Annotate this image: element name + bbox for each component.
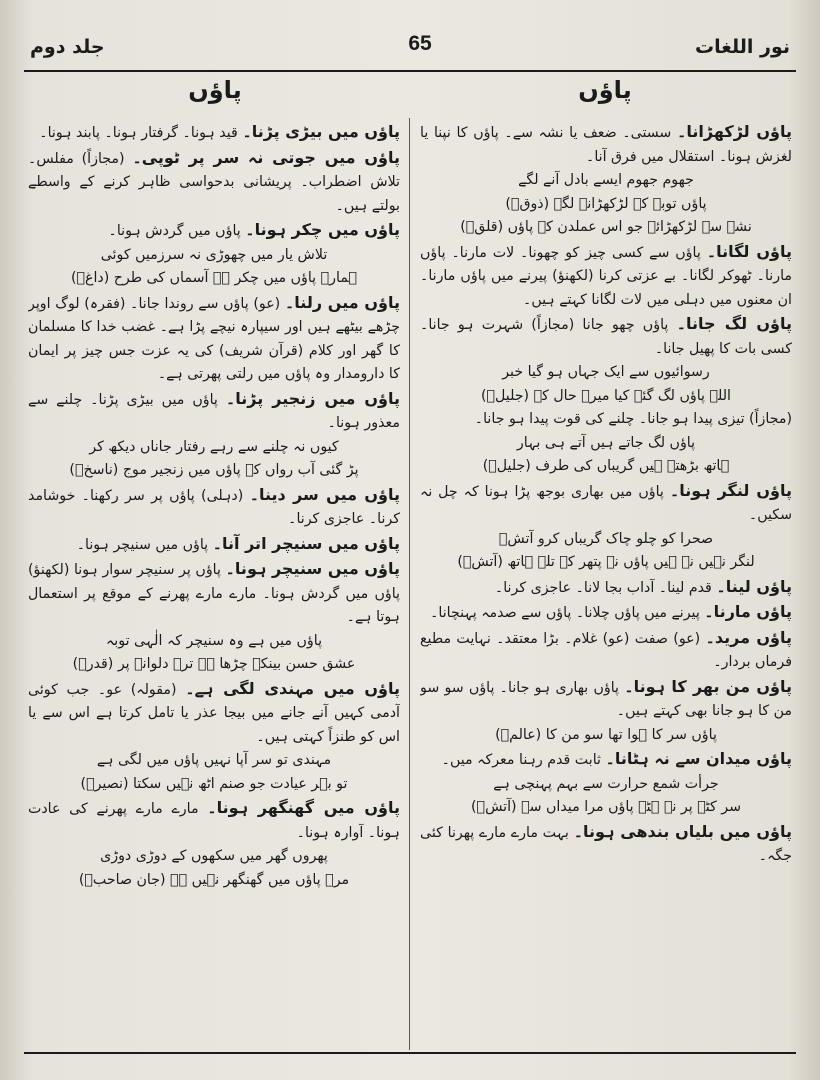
entry-headword: پاؤں میدان سے نہ ہٹانا۔ bbox=[605, 749, 792, 768]
verse-line: لنگر نہیں نہ ہیں پاؤں نہ پتھر کے تلے ہاتھ (آتشؔ) bbox=[457, 554, 755, 570]
entry-definition: پیرنے میں پاؤں چلانا۔ پاؤں سے صدمہ پہنچانا۔ bbox=[430, 605, 700, 621]
dictionary-entry bbox=[420, 600, 792, 626]
verse-line: پھروں گھر میں سکھوں کے دوڑی دوڑی bbox=[100, 848, 328, 864]
entry-definition: پاؤں میں گردش ہونا۔ bbox=[108, 223, 241, 239]
entry-headword: پاؤں میں مہندی لگی ہے۔ bbox=[185, 678, 400, 698]
entry-definition: (دہلی) پاؤں پر سر رکھنا۔ خوشامد کرنا۔ عاجزی کرنا۔ bbox=[28, 487, 400, 527]
entry-headword: پاؤں لنگر ہونا۔ bbox=[669, 480, 792, 500]
verse-line: پاؤں لگ جاتے ہیں آتے ہی بہار bbox=[516, 434, 696, 451]
dictionary-entry bbox=[420, 240, 792, 313]
dictionary-entry bbox=[420, 820, 792, 869]
dictionary-entry bbox=[28, 120, 400, 146]
verse-line: پاؤں توبہ کے لڑکھڑانے لگے (ذوقؔ) bbox=[505, 195, 707, 212]
volume-label: جلد دوم bbox=[30, 36, 105, 58]
verse-line: کیوں نہ چلنے سے رہے رفتار جاناں دیکھ کر bbox=[89, 438, 339, 455]
entry-headword: پاؤں لگ جانا۔ bbox=[676, 314, 792, 333]
entry-definition: قید ہونا۔ گرفتار ہونا۔ پابند ہونا۔ bbox=[39, 125, 238, 141]
dictionary-entry bbox=[420, 120, 792, 169]
entry-headword: پاؤں لینا۔ bbox=[716, 576, 792, 596]
verse-line: مرے پاؤں میں گھنگھر نہیں ہے (جان صاحبؔ) bbox=[78, 871, 350, 888]
dictionary-entry bbox=[28, 532, 400, 558]
verse-line: رسوائیوں سے ایک جہاں ہو گیا خبر bbox=[502, 364, 710, 380]
entry-definition: (عو) صفت (عو) غلام۔ بڑا معتقد۔ نہایت مطیع فرماں بردار۔ bbox=[420, 630, 792, 670]
entry-headword: پاؤں میں رلنا۔ bbox=[284, 292, 400, 312]
dictionary-entry bbox=[28, 387, 400, 436]
verse-line: نشے سے لڑکھڑائے جو اس عملدن کے پاؤں (قلقؔ) bbox=[460, 219, 752, 235]
verse-line: پڑ گئی آب رواں کے پاؤں میں زنجیر موج (ناسخؔ) bbox=[69, 462, 359, 478]
left-column-title: پاؤں bbox=[188, 76, 242, 104]
right-text-column bbox=[420, 120, 792, 1048]
entry-definition: پاؤں بھاری ہو جانا۔ پاؤں سو سو من کا ہو جانا بھی کہتے ہیں۔ bbox=[420, 679, 792, 719]
entry-headword: پاؤں مارنا۔ bbox=[704, 602, 792, 621]
verse-line: تلاش یار میں چھوڑی نہ سرزمیں کوئی bbox=[100, 246, 328, 263]
dictionary-entry bbox=[28, 291, 400, 387]
left-text-column bbox=[28, 120, 400, 1048]
entry-definition: مارے مارے پھرنے کی عادت ہونا۔ آوارہ ہونا۔ bbox=[28, 801, 400, 841]
dictionary-entry bbox=[28, 557, 400, 630]
dictionary-entry bbox=[28, 796, 400, 845]
verse-line: جھوم جھوم ایسے بادل آنے لگے bbox=[518, 172, 694, 188]
entry-definition: پاؤں میں سنیچر ہونا۔ bbox=[76, 536, 209, 553]
entry-headword: پاؤں میں گھنگھر ہونا۔ bbox=[207, 798, 400, 817]
entry-definition: قدم لینا۔ آداب بجا لانا۔ عاجزی کرنا۔ bbox=[494, 579, 712, 596]
entry-headword: پاؤں من بھر کا ہونا۔ bbox=[624, 676, 792, 696]
entry-headword: پاؤں میں زنجیر پڑنا۔ bbox=[225, 388, 400, 408]
dictionary-entry bbox=[420, 675, 792, 724]
verse-line: اللہ پاؤں لگ گئے کیا میرے حال کے (جلیلؔ) bbox=[481, 387, 731, 404]
verse-line: ہمارے پاؤں میں چکر ہے آسماں کی طرح (داغؔ) bbox=[70, 270, 358, 286]
dictionary-entry bbox=[420, 408, 792, 432]
entry-definition: پاؤں پر سنیچر سوار ہونا (لکھنؤ) پاؤں میں گردش ہونا۔ مارے مارے پھرنے کے موقع پر استعمال ہوتا ہے۔ bbox=[28, 562, 400, 625]
entry-headword: پاؤں میں سنیچر اتر آنا۔ bbox=[212, 533, 400, 553]
entry-definition: (عو) پاؤں سے روندا جانا۔ (فقرہ) لوگ اوپر چڑھے بیٹھے ہیں اور سیپارہ نیچے پڑا ہے۔ غضب خدا کا مسلمان کا گھر اور کلام (قرآن شریف) کی یہ عزت جس چیز پر ایمان کا دارومدار وہ پاؤں میں رلتی پھرتی ہے۔ bbox=[28, 295, 400, 382]
verse-line: سر کٹے پر نہ ہٹے پاؤں مرا میداں سے (آتشؔ) bbox=[471, 799, 741, 815]
dictionary-entry bbox=[28, 677, 400, 750]
column-divider bbox=[409, 118, 410, 1050]
dictionary-entry bbox=[420, 575, 792, 601]
entry-headword: پاؤں میں بیڑی پڑنا۔ bbox=[242, 122, 400, 141]
entry-definition: سستی۔ ضعف یا نشہ سے۔ پاؤں کا نپنا یا لغزش ہونا۔ استقلال میں فرق آنا۔ bbox=[420, 125, 792, 165]
entry-headword: پاؤں مرید۔ bbox=[705, 627, 792, 647]
dictionary-entry bbox=[28, 218, 400, 244]
dictionary-entry bbox=[28, 146, 400, 219]
entry-definition: (مقولہ) عو۔ جب کوئی آدمی کہیں آنے جانے میں بیجا عذر یا تامل کرتا ہے اس سے یا اس کو طنزاً کہتی ہیں۔ bbox=[28, 681, 400, 745]
entry-definition: پاؤں میں بیڑی پڑنا۔ چلنے سے معذور ہونا۔ bbox=[28, 391, 400, 431]
right-column-title: پاؤں bbox=[578, 76, 632, 104]
dictionary-entry bbox=[420, 479, 792, 528]
entry-headword: پاؤں میں جوتی نہ سر پر ٹوپی۔ bbox=[132, 147, 400, 167]
verse-line: پاؤں سر کا ہوا تھا سو من کا (عالمؔ) bbox=[495, 726, 717, 743]
entry-definition: (مجازاً) تیزی پیدا ہو جانا۔ چلنے کی قوت پیدا ہو جانا۔ bbox=[474, 411, 792, 427]
page-header bbox=[30, 32, 790, 68]
verse-line: عشق حسن بینکے چڑھا ہے ترے دلوانے پر (قدرؔ) bbox=[72, 656, 356, 672]
book-title: نور اللغات bbox=[695, 36, 790, 58]
dictionary-entry bbox=[420, 626, 792, 675]
verse-line: صحرا کو چلو چاک گریباں کرو آتشؔ bbox=[498, 530, 714, 547]
dictionary-entry bbox=[420, 747, 792, 773]
dictionary-entry bbox=[420, 312, 792, 361]
entry-headword: پاؤں میں بلیاں بندھی ہونا۔ bbox=[573, 821, 792, 841]
entry-definition: بہت مارے مارے پھرنا کئی جگہ۔ bbox=[420, 824, 792, 864]
dictionary-entry bbox=[28, 483, 400, 532]
entry-definition: پاؤں سے کسی چیز کو چھونا۔ لات مارنا۔ پاؤں مارنا۔ ٹھوکر لگانا۔ بے عزتی کرنا (لکھنؤ) پیرنے میں پاؤں مارنا۔ ان معنوں میں دہلی میں لات لگانا کہتے ہیں۔ bbox=[420, 244, 792, 308]
entry-headword: پاؤں میں سر دینا۔ bbox=[249, 484, 400, 504]
verse-line: مہندی تو سر آپا نہیں پاؤں میں لگی ہے bbox=[96, 752, 332, 768]
entry-definition: پاؤں چھو جانا (مجازاً) شہرت ہو جانا۔ کسی بات کا پھیل جانا۔ bbox=[420, 317, 792, 357]
entry-headword: پاؤں لڑکھڑانا۔ bbox=[677, 122, 792, 141]
entry-headword: پاؤں میں سنیچر ہونا۔ bbox=[225, 559, 400, 578]
verse-line: جرأت شمع حرارت سے بہم پہنچی ہے bbox=[493, 775, 719, 792]
entry-headword: پاؤں لگانا۔ bbox=[706, 241, 792, 261]
entry-definition: ثابت قدم رہنا معرکہ میں۔ bbox=[441, 752, 601, 768]
entry-definition: پاؤں میں بھاری بوجھ پڑا ہونا کہ چل نہ سکیں۔ bbox=[420, 483, 792, 523]
footer-rule bbox=[24, 1052, 796, 1054]
entry-headword: پاؤں میں چکر ہونا۔ bbox=[245, 220, 400, 239]
verse-line: تو بہر عیادت جو صنم اٹھ نہیں سکتا (نصیرؔ) bbox=[80, 775, 348, 792]
page-number: 65 bbox=[408, 32, 432, 55]
verse-line: پاؤں میں ہے وہ سنیچر کہ الٰہی توبہ bbox=[105, 632, 323, 649]
verse-line: ہاتھ بڑھتے ہیں گریباں کی طرف (جلیلؔ) bbox=[482, 458, 730, 474]
header-rule bbox=[24, 70, 796, 72]
entry-definition: (مجازاً) مفلس۔ تلاش اضطراب۔ پریشانی بدحواسی ظاہر کرنے کے واسطے بولتے ہیں۔ bbox=[28, 150, 400, 214]
